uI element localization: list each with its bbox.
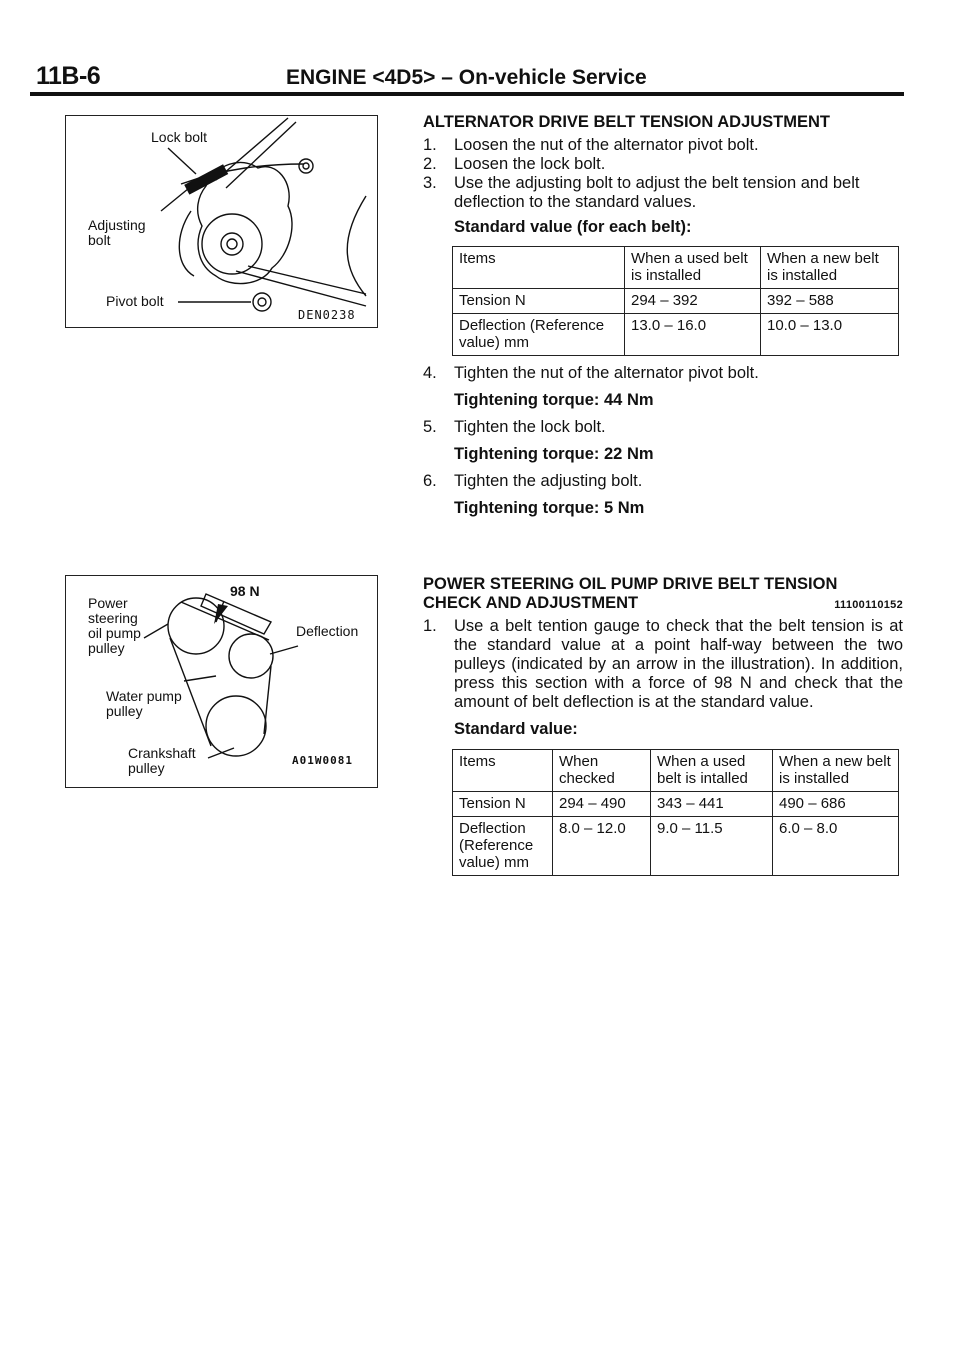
figure-code: DEN0238	[298, 308, 356, 322]
table-row: Deflection (Reference value) mm 13.0 – 16.0 10.0 – 13.0	[453, 314, 899, 356]
torque-spec: Tightening torque: 44 Nm	[454, 391, 654, 409]
label-adjusting-bolt: Adjusting bolt	[88, 217, 146, 248]
page-header	[36, 62, 904, 96]
label-deflection: Deflection	[296, 623, 359, 639]
figure-alternator	[65, 115, 378, 328]
power-steering-spec-table	[452, 749, 899, 876]
list-item: 6. Tighten the adjusting bolt.	[423, 472, 643, 490]
label-water-pump: Water pump pulley	[106, 688, 182, 719]
standard-value-label: Standard value (for each belt):	[454, 218, 692, 236]
header-rule	[30, 92, 904, 96]
label-pivot-bolt: Pivot bolt	[106, 293, 164, 309]
torque-spec: Tightening torque: 22 Nm	[454, 445, 654, 463]
table-row: Tension N 294 – 490 343 – 441 490 – 686	[453, 792, 899, 817]
torque-spec: Tightening torque: 5 Nm	[454, 499, 645, 517]
section-heading-row	[423, 594, 903, 615]
figure-power-steering-belt	[65, 575, 378, 788]
section-power-steering-belt	[423, 575, 903, 876]
section-alternator-belt	[423, 113, 903, 518]
list-item: 1. Loosen the nut of the alternator pivot bolt.	[423, 136, 759, 154]
list-item: 3. Use the adjusting bolt to adjust the belt tension and belt deflection to the standard values.	[423, 174, 860, 211]
page-number: 11B-6	[36, 62, 101, 90]
document-number: 11100110152	[834, 599, 903, 611]
label-ps-pulley: Power steering oil pump pulley	[88, 595, 141, 656]
steps-list	[423, 617, 903, 712]
standard-value-label: Standard value:	[454, 720, 578, 738]
list-item: 4. Tighten the nut of the alternator pivot bolt.	[423, 364, 759, 382]
list-item: 5. Tighten the lock bolt.	[423, 418, 606, 436]
table-row: Deflection (Reference value) mm 8.0 – 12.0 9.0 – 11.5 6.0 – 8.0	[453, 817, 899, 876]
steps-list	[423, 364, 903, 518]
section-heading-line2: CHECK AND ADJUSTMENT	[423, 594, 639, 612]
figure-code: A01W0081	[292, 754, 353, 767]
list-item: 2. Loosen the lock bolt.	[423, 155, 606, 173]
table-header-row: Items When a used belt is installed When a new belt is installed	[453, 247, 899, 289]
section-heading: ALTERNATOR DRIVE BELT TENSION ADJUSTMENT	[423, 113, 831, 131]
steps-list	[423, 136, 903, 212]
section-heading: POWER STEERING OIL PUMP DRIVE BELT TENSION	[423, 575, 838, 593]
list-item: 1. Use a belt tention gauge to check that the belt tension is at the standard value at a point half-way between the two pulleys (indicated by an arrow in the illustration). In addition, press this section with a force of 98 N and check that the amount of belt deflection is at the standard value.	[423, 617, 903, 711]
label-lock-bolt: Lock bolt	[151, 129, 208, 145]
label-force: 98 N	[230, 583, 260, 599]
alternator-spec-table	[452, 246, 899, 356]
page-title: ENGINE <4D5> – On-vehicle Service	[286, 66, 647, 89]
label-crankshaft: Crankshaft pulley	[128, 745, 196, 776]
table-header-row: Items When checked When a used belt is intalled When a new belt is installed	[453, 750, 899, 792]
table-row: Tension N 294 – 392 392 – 588	[453, 289, 899, 314]
